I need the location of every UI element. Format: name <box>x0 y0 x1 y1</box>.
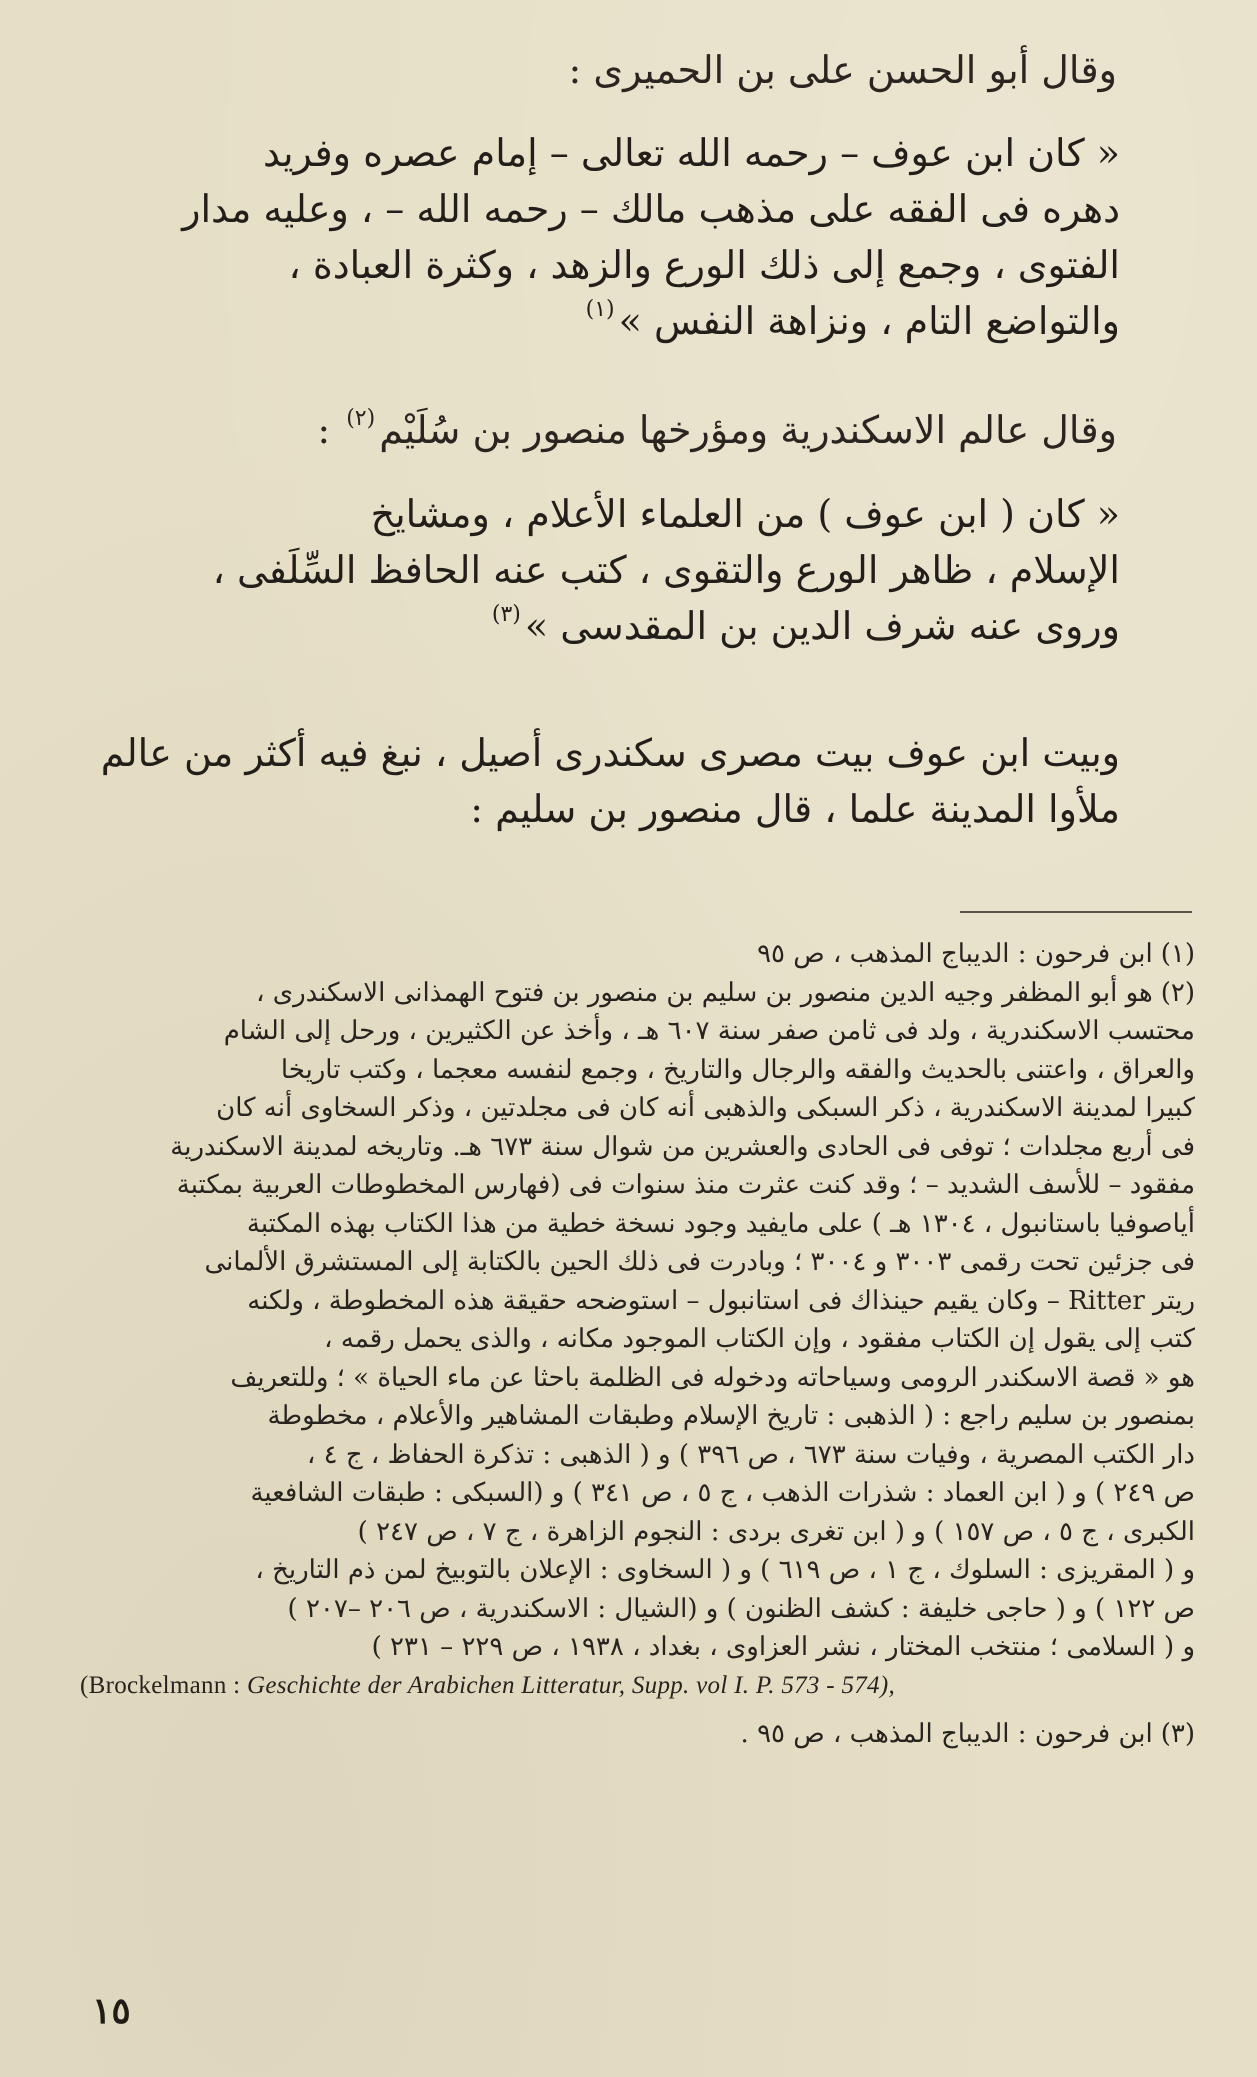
quote-mansur <box>70 486 1120 654</box>
quote-line-last <box>70 293 1120 349</box>
quote-line: « كان ابن عوف – رحمه الله تعالى – إمام عصره وفريد <box>263 131 1120 175</box>
footnote-line: بمنصور بن سليم راجع : ( الذهبى : تاريخ الإسلام وطبقات المشاهير والأعلام ، مخطوطة <box>267 1401 1195 1431</box>
paragraph-line: وبيت ابن عوف بيت مصرى سكندرى أصيل ، نبغ فيه أكثر من عالم <box>100 731 1120 775</box>
footnote-line: فى أربع مجلدات ؛ توفى فى الحادى والعشرين من شوال سنة ٦٧٣ هـ. وتاريخه لمدينة الاسكندرية <box>170 1131 1195 1162</box>
footnote-ref-1[interactable]: (١) <box>585 297 615 322</box>
quote-text: وروى عنه شرف الدين بن المقدسى » <box>524 604 1120 648</box>
footnote-line: هو « قصة الاسكندر الرومى وسياحاته ودخوله فى الظلمة باحثا عن ماء الحياة » ؛ وللتعريف <box>230 1362 1195 1393</box>
footnote-2-first-line <box>80 974 1195 1013</box>
footnote-separator <box>960 911 1192 913</box>
intro-text: وقال أبو الحسن على بن الحميرى : <box>568 48 1117 92</box>
footnote-number: (٢) <box>1160 977 1195 1008</box>
footnote-line: كبيرا لمدينة الاسكندرية ، ذكر السبكى والذهبى أنه كان فى مجلدتين ، وذكر السخاوى أنه كان <box>216 1093 1195 1123</box>
footnote-line: كتب إلى يقول إن الكتاب مفقود ، وإن الكتاب الموجود مكانه ، والذى يحمل رقمه ، <box>324 1324 1195 1354</box>
intro-text: وقال عالم الاسكندرية ومؤرخها منصور بن سُلَيْم <box>379 408 1117 452</box>
footnote-number: (١) <box>1160 939 1195 969</box>
footnote-line: و ( السلامى ؛ منتخب المختار ، نشر العزاوى ، بغداد ، ١٩٣٨ ، ص ٢٢٩ – ٢٣١ ) <box>371 1632 1195 1662</box>
footnote-line: والعراق ، واعتنى بالحديث والفقه والرجال والتاريخ ، وجمع لنفسه معجما ، وكتب تاريخا <box>280 1054 1195 1085</box>
quote-line: « كان ( ابن عوف ) من العلماء الأعلام ، ومشايخ <box>370 492 1120 536</box>
footnote-line: مفقود – للأسف الشديد – ؛ وقد كنت عثرت منذ سنوات فى (فهارس المخطوطات العربية بمكتبة <box>176 1170 1195 1200</box>
quote-line-last <box>70 598 1120 654</box>
footnote-3 <box>80 1715 1195 1754</box>
footnote-line: و ( المقريزى : السلوك ، ج ١ ، ص ٦١٩ ) و ( السخاوى : الإعلان بالتوبيخ لمن ذم التاريخ ، <box>255 1555 1195 1585</box>
quote-line: دهره فى الفقه على مذهب مالك – رحمه الله – ، وعليه مدار <box>182 187 1120 231</box>
paragraph-ibn-awf-house <box>70 725 1120 837</box>
footnote-1 <box>80 935 1195 974</box>
footnote-line: أياصوفيا باستانبول ، ١٣٠٤ هـ ) على مايفيد وجود نسخة خطية من هذا الكتاب بهذه المكتبة <box>246 1208 1195 1239</box>
footnotes <box>80 935 1195 1754</box>
footnote-line: الكبرى ، ج ٥ ، ص ١٥٧ ) و ( ابن تغرى بردى : النجوم الزاهرة ، ج ٧ ، ص ٢٤٧ ) <box>357 1516 1195 1547</box>
footnote-text: ابن فرحون : الديباج المذهب ، ص ٩٥ <box>757 939 1153 969</box>
quote-text: والتواضع التام ، ونزاهة النفس » <box>618 299 1120 343</box>
footnote-line: محتسب الاسكندرية ، ولد فى ثامن صفر سنة ٦٠٧ هـ ، وأخذ عن الكثيرين ، ورحل إلى الشام <box>223 1016 1195 1046</box>
brockelmann-reference <box>80 1667 1195 1706</box>
ref-title: Geschichte der Arabichen Litteratur, Supp. vol I. P. 573 - 574), <box>246 1671 896 1699</box>
intro-colon: : <box>317 408 343 452</box>
quote-line: الفتوى ، وجمع إلى ذلك الورع والزهد ، وكثرة العبادة ، <box>288 243 1120 287</box>
intro-himyari <box>569 42 1117 98</box>
footnote-ref-3[interactable]: (٣) <box>491 602 521 627</box>
footnote-line: ريتر Ritter – وكان يقيم حينذاك فى استانبول – استوضحه حقيقة هذه المخطوطة ، ولكنه <box>247 1285 1195 1316</box>
page-number: ١٥ <box>92 1990 131 2032</box>
intro-mansur <box>317 402 1117 458</box>
footnote-ref-2[interactable]: (٢) <box>346 406 376 431</box>
quote-line: الإسلام ، ظاهر الورع والتقوى ، كتب عنه الحافظ السِّلَفى ، <box>212 548 1120 592</box>
footnote-line: فى جزئين تحت رقمى ٣٠٠٣ و ٣٠٠٤ ؛ وبادرت فى ذلك الحين بالكتابة إلى المستشرق الألمانى <box>204 1247 1195 1277</box>
ref-open-paren: ( <box>80 1671 89 1699</box>
footnote-text: ابن فرحون : الديباج المذهب ، ص ٩٥ . <box>740 1719 1153 1749</box>
footnote-line: ص ٢٤٩ ) و ( ابن العماد : شذرات الذهب ، ج ٥ ، ص ٣٤١ ) و (السبكى : طبقات الشافعية <box>250 1478 1195 1508</box>
footnote-line: ص ١٢٢ ) و ( حاجى خليفة : كشف الظنون ) و (الشيال : الاسكندرية ، ص ٢٠٦ –٢٠٧ ) <box>287 1593 1195 1624</box>
ref-author: Brockelmann : <box>88 1671 247 1699</box>
footnote-text: هو أبو المظفر وجيه الدين منصور بن سليم بن منصور بن فتوح الهمذانى الاسكندرى ، <box>256 977 1153 1008</box>
quote-himyari <box>70 125 1120 349</box>
paragraph-line: ملأوا المدينة علما ، قال منصور بن سليم : <box>470 787 1120 831</box>
footnote-line: دار الكتب المصرية ، وفيات سنة ٦٧٣ ، ص ٣٩٦ ) و ( الذهبى : تذكرة الحفاظ ، ج ٤ ، <box>306 1439 1195 1470</box>
footnote-number: (٣) <box>1160 1719 1195 1749</box>
